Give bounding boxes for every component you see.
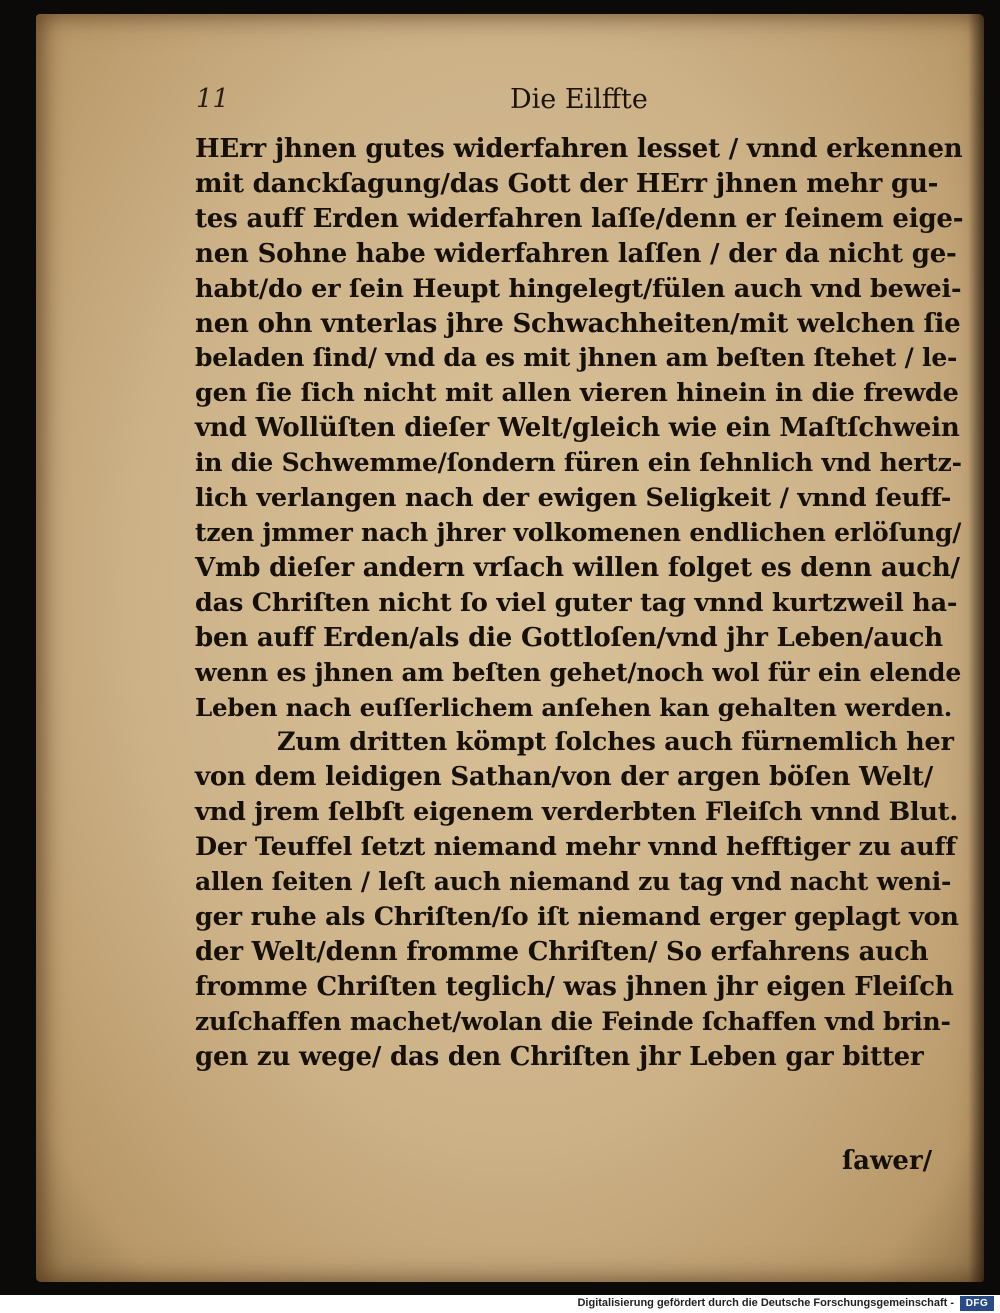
text-line: lich verlangen nach der ewigen Seligkeit / vnnd ſeuff- [195, 483, 952, 514]
text-line: mit danckſagung/das Gott der HErr jhnen mehr gu- [195, 168, 939, 199]
text-line: das Chriſten nicht ſo viel guter tag vnnd kurtzweil ha- [195, 587, 958, 618]
dfg-logo: DFG [960, 1296, 994, 1311]
text-line: Vmb dieſer andern vrſach willen folget es denn auch/ [195, 552, 960, 583]
footer-bar [0, 1295, 1000, 1313]
paragraph-start-line: Zum dritten kömpt ſolches auch fürnemlich her [277, 727, 954, 758]
text-line: gen zu wege/ das den Chriſten jhr Leben gar bitter [195, 1041, 924, 1072]
text-line: vnd Wollüſten dieſer Welt/gleich wie ein Maſtſchwein [195, 413, 960, 444]
text-line: ben auff Erden/als die Gottloſen/vnd jhr Leben/auch [195, 622, 943, 653]
text-line: allen ſeiten / leſt auch niemand zu tag vnd nacht weni- [195, 867, 952, 897]
text-line: tzen jmmer nach jhrer volkomenen endlichen erlöſung/ [195, 517, 962, 547]
page-number: 11 [196, 84, 230, 114]
page-gutter-shadow [968, 14, 984, 1282]
text-line: wenn es jhnen am beſten gehet/noch wol für ein elende [195, 657, 962, 687]
text-line: HErr jhnen gutes widerfahren lesset / vnnd erkennen [195, 134, 963, 164]
text-line: gen ſie ſich nicht mit allen vieren hinein in die frewde [195, 378, 959, 409]
text-line: tes auff Erden widerfahren laſſe/denn er ſeinem eige- [195, 203, 964, 234]
text-line: vnd jrem ſelbſt eigenem verderbten Fleiſch vnnd Blut. [195, 797, 959, 828]
text-line: von dem leidigen Sathan/von der argen böſen Welt/ [195, 762, 934, 793]
running-title: Die Eilffte [510, 84, 648, 115]
body-text [195, 132, 965, 1074]
text-line: ger ruhe als Chriſten/ſo iſt niemand erger geplagt von [195, 901, 959, 932]
text-line: zuſchaffen machet/wolan die Feinde ſchaffen vnd brin- [195, 1006, 951, 1036]
text-line: in die Schwemme/ſondern füren ein ſehnlich vnd hertz- [195, 448, 962, 478]
text-line: beladen ſind/ vnd da es mit jhnen am beſten ſtehet / le- [195, 343, 958, 373]
text-line: nen Sohne habe widerfahren laſſen / der da nicht ge- [195, 238, 957, 269]
text-line: nen ohn vnterlas jhre Schwachheiten/mit welchen ſie [195, 308, 961, 339]
text-line: Der Teuffel ſetzt niemand mehr vnnd hefftiger zu auff [195, 832, 956, 863]
text-line: Leben nach euſſerlichem anſehen kan gehalten werden. [195, 692, 953, 722]
text-line: fromme Chriſten teglich/ was jhnen jhr eigen Fleiſch [195, 971, 954, 1002]
text-line: habt/do er ſein Heupt hingelegt/fülen auch vnd bewei- [195, 273, 962, 304]
catchword: ſawer/ [842, 1146, 933, 1176]
text-line: der Welt/denn fromme Chriſten/ So erfahrens auch [195, 936, 929, 967]
funding-notice: Digitalisierung gefördert durch die Deutsche Forschungsgemeinschaft - [577, 1297, 954, 1309]
